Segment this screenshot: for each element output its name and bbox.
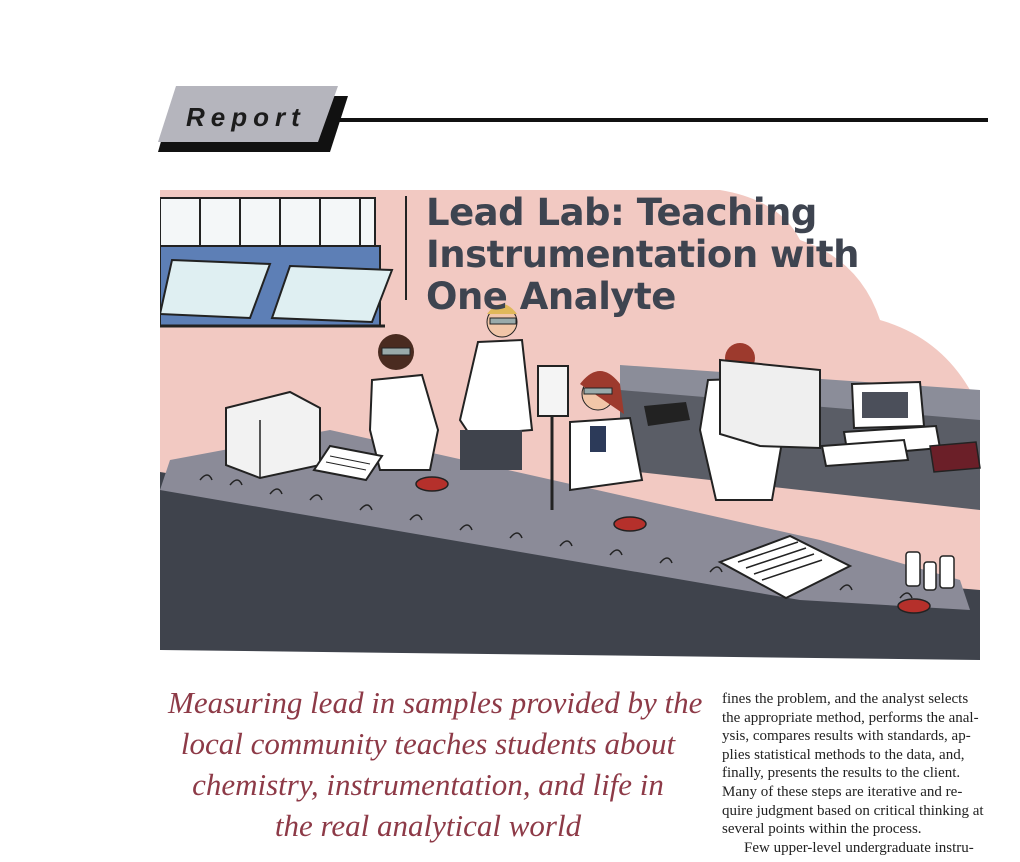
body-column bbox=[722, 690, 994, 857]
headline-line-2: Instrumentation with bbox=[426, 233, 859, 276]
deck-line: the real analytical world bbox=[274, 808, 582, 843]
deck-line: local community teaches students about bbox=[180, 726, 676, 761]
section-tab bbox=[158, 86, 348, 152]
deck-line: Measuring lead in samples provided by the bbox=[168, 685, 703, 720]
body-line: plies statistical methods to the data, and, bbox=[722, 746, 965, 763]
instrument-left bbox=[226, 392, 320, 478]
body-line: quire judgment based on critical thinking at bbox=[722, 802, 984, 819]
body-line: ysis, compares results with standards, ap- bbox=[722, 728, 971, 745]
headline-line-1: Lead Lab: Teaching bbox=[426, 191, 817, 234]
body-line: several points within the process. bbox=[722, 821, 922, 838]
deck-line: chemistry, instrumentation, and life in bbox=[192, 767, 664, 802]
body-line: fines the problem, and the analyst selects bbox=[722, 691, 969, 707]
body-line: finally, presents the results to the client. bbox=[722, 765, 961, 782]
body-line: the appropriate method, performs the anal- bbox=[722, 709, 979, 726]
headline-line-3: One Analyte bbox=[426, 275, 676, 318]
section-rule bbox=[336, 118, 988, 122]
body-line: Many of these steps are iterative and re- bbox=[722, 783, 963, 800]
article-deck bbox=[168, 682, 703, 846]
body-line: Few upper-level undergraduate instru- bbox=[744, 839, 974, 856]
section-label: Report bbox=[186, 102, 306, 132]
window-top bbox=[160, 198, 375, 246]
article-headline bbox=[426, 192, 859, 318]
